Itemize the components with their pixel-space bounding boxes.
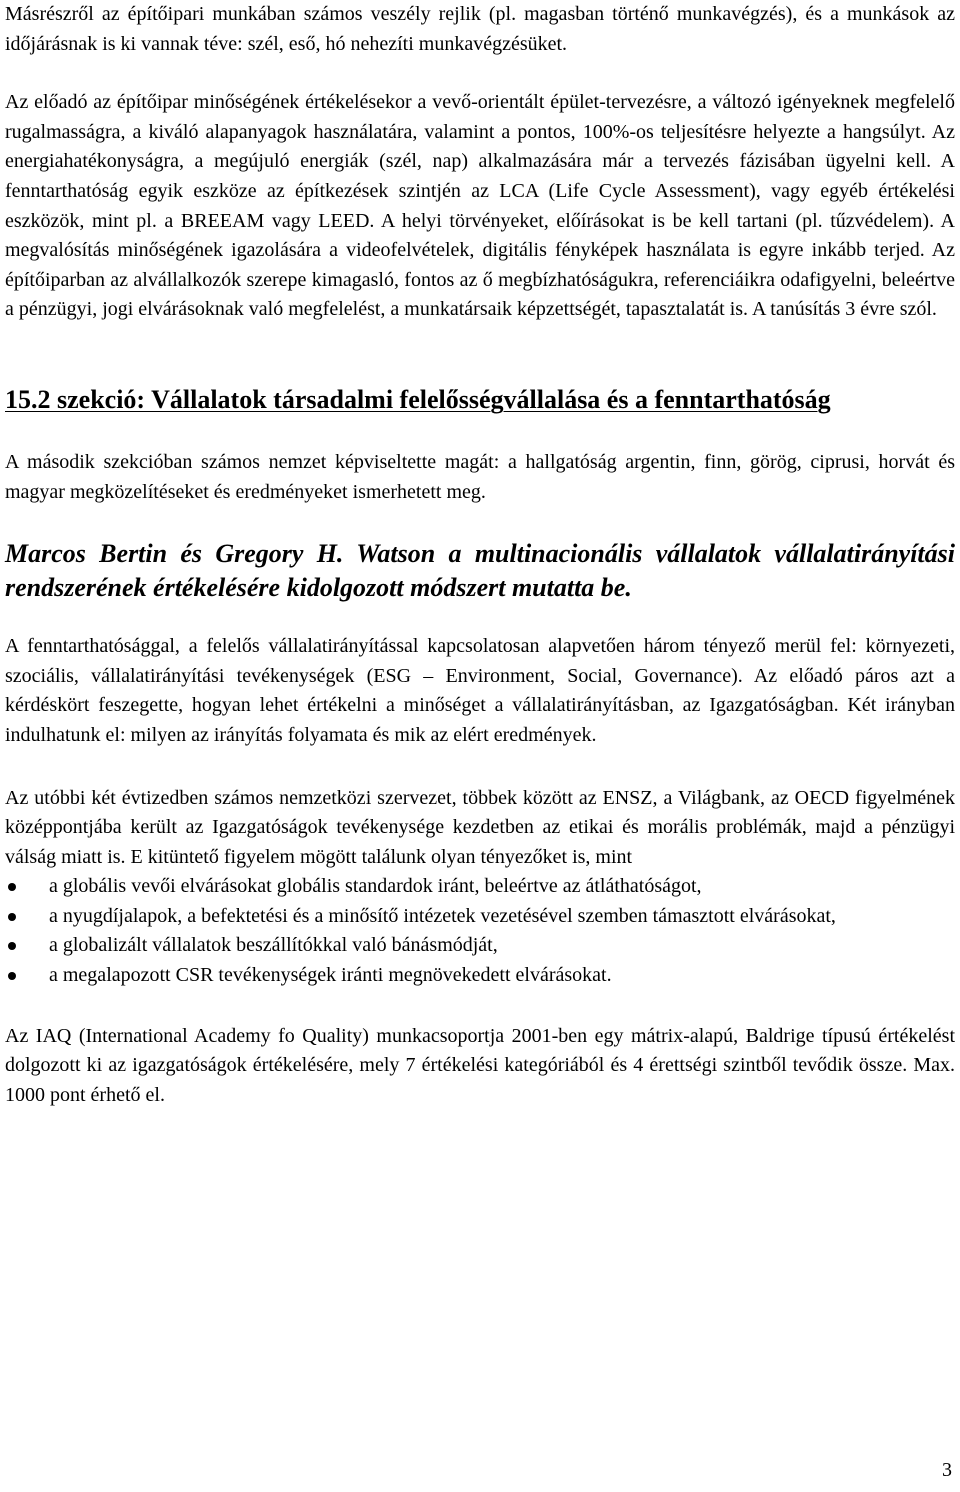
paragraph-construction-risks: Másrészről az építőipari munkában számos veszély rejlik (pl. magasban történő munkavégzés), és a munkások az időjárásnak is ki vannak téve: szél, eső, hó nehezíti munkavégzésüket. [5, 3, 955, 55]
section-heading: 15.2 szekció: Vállalatok társadalmi felelősségvállalása és a fenntarthatóság [5, 384, 831, 414]
list-item-text: a nyugdíjalapok, a befektetési és a minősítő intézetek vezetésével szemben támasztott elvárásokat, [49, 904, 836, 927]
bullet-icon [8, 913, 16, 921]
paragraph-esg: A fenntarthatósággal, a felelős vállalatirányítással kapcsolatosan alapvetően három tényező merül fel: környezeti, szociális, vállalatirányítási tevékenységek (ESG – Environment, Social, Governance). Az előadó páros azt a kérdéskört feszegette, hogyan lehet értékelni a minőséget a vállalatirányításban, az Igazgatóságban. Két irányban indulhatunk el: milyen az irányítás folyamata és mik az elért eredmények. [5, 635, 955, 746]
paragraph-international-focus: Az utóbbi két évtizedben számos nemzetközi szervezet, többek között az ENSZ, a Világbank, az OECD figyelmének középpontjába került az Igazgatóságok tevékenysége kezdetben az etikai és morális problémák, majd a pénzügyi válság miatt is. E kitüntető figyelem mögött találunk olyan tényezőket is, mint [5, 786, 955, 868]
factor-list [5, 872, 955, 990]
bullet-icon [8, 972, 16, 980]
bullet-icon [8, 942, 16, 950]
list-item-text: a megalapozott CSR tevékenységek iránti megnövekedett elvárásokat. [49, 964, 612, 987]
page-number: 3 [942, 1459, 952, 1481]
list-item [5, 961, 955, 991]
list-item-text: a globalizált vállalatok beszállítókkal való bánásmódját, [49, 934, 498, 957]
bullet-icon [8, 883, 16, 891]
list-item [5, 872, 955, 902]
list-item [5, 902, 955, 932]
paragraph-construction-quality: Az előadó az építőipar minőségének értékelésekor a vevő-orientált épület-tervezésre, a változó igényeknek megfelelő rugalmasságra, a kiváló alapanyagok használatára, valamint a pontos, 100%-os teljesítésre helyezte a hangsúlyt. Az energiahatékonyságra, a megújuló energiák (szél, nap) alkalmazására már a tervezés fázisában ügyelni kell. A fenntarthatóság egyik eszköze az építkezések szintjén az LCA (Life Cycle Assessment), vagy egyéb értékelési eszközök, mint pl. a BREEAM vagy LEED. A helyi törvényeket, előírásokat is be kell tartani (pl. tűzvédelem). A megvalósítás minőségének igazolására a videofelvételek, digitális fényképek használata is egyre inkább terjed. Az építőiparban az alvállalkozók szerepe kimagasló, fontos az ő megbízhatóságukra, referenciáikra odafigyelni, beleértve a pénzügyi, jogi elvárásoknak való megfelelést, a munkatársaik képzettségét, tapasztalatát is. A tanúsítás 3 évre szól. [5, 91, 955, 321]
document-page [5, 0, 955, 1110]
paragraph-section-intro: A második szekcióban számos nemzet képviseltette magát: a hallgatóság argentin, finn, görög, ciprusi, horvát és magyar megközelítéseket és eredményeket ismerhetett meg. [5, 450, 955, 503]
list-item-text: a globális vevői elvárásokat globális standardok iránt, beleértve az átláthatóságot, [49, 875, 702, 898]
paragraph-iaq: Az IAQ (International Academy fo Quality) munkacsoportja 2001-ben egy mátrix-alapú, Baldrige típusú értékelést dolgozott ki az igazgatóságok értékelésére, mely 7 értékelési kategóriából és 4 érettségi szintből tevődik össze. Max. 1000 pont érhető el. [5, 1024, 955, 1106]
speakers-highlight: Marcos Bertin és Gregory H. Watson a multinacionális vállalatok vállalatirányítási rendszerének értékelésére kidolgozott módszert mutatta be. [5, 539, 955, 603]
list-item [5, 931, 955, 961]
